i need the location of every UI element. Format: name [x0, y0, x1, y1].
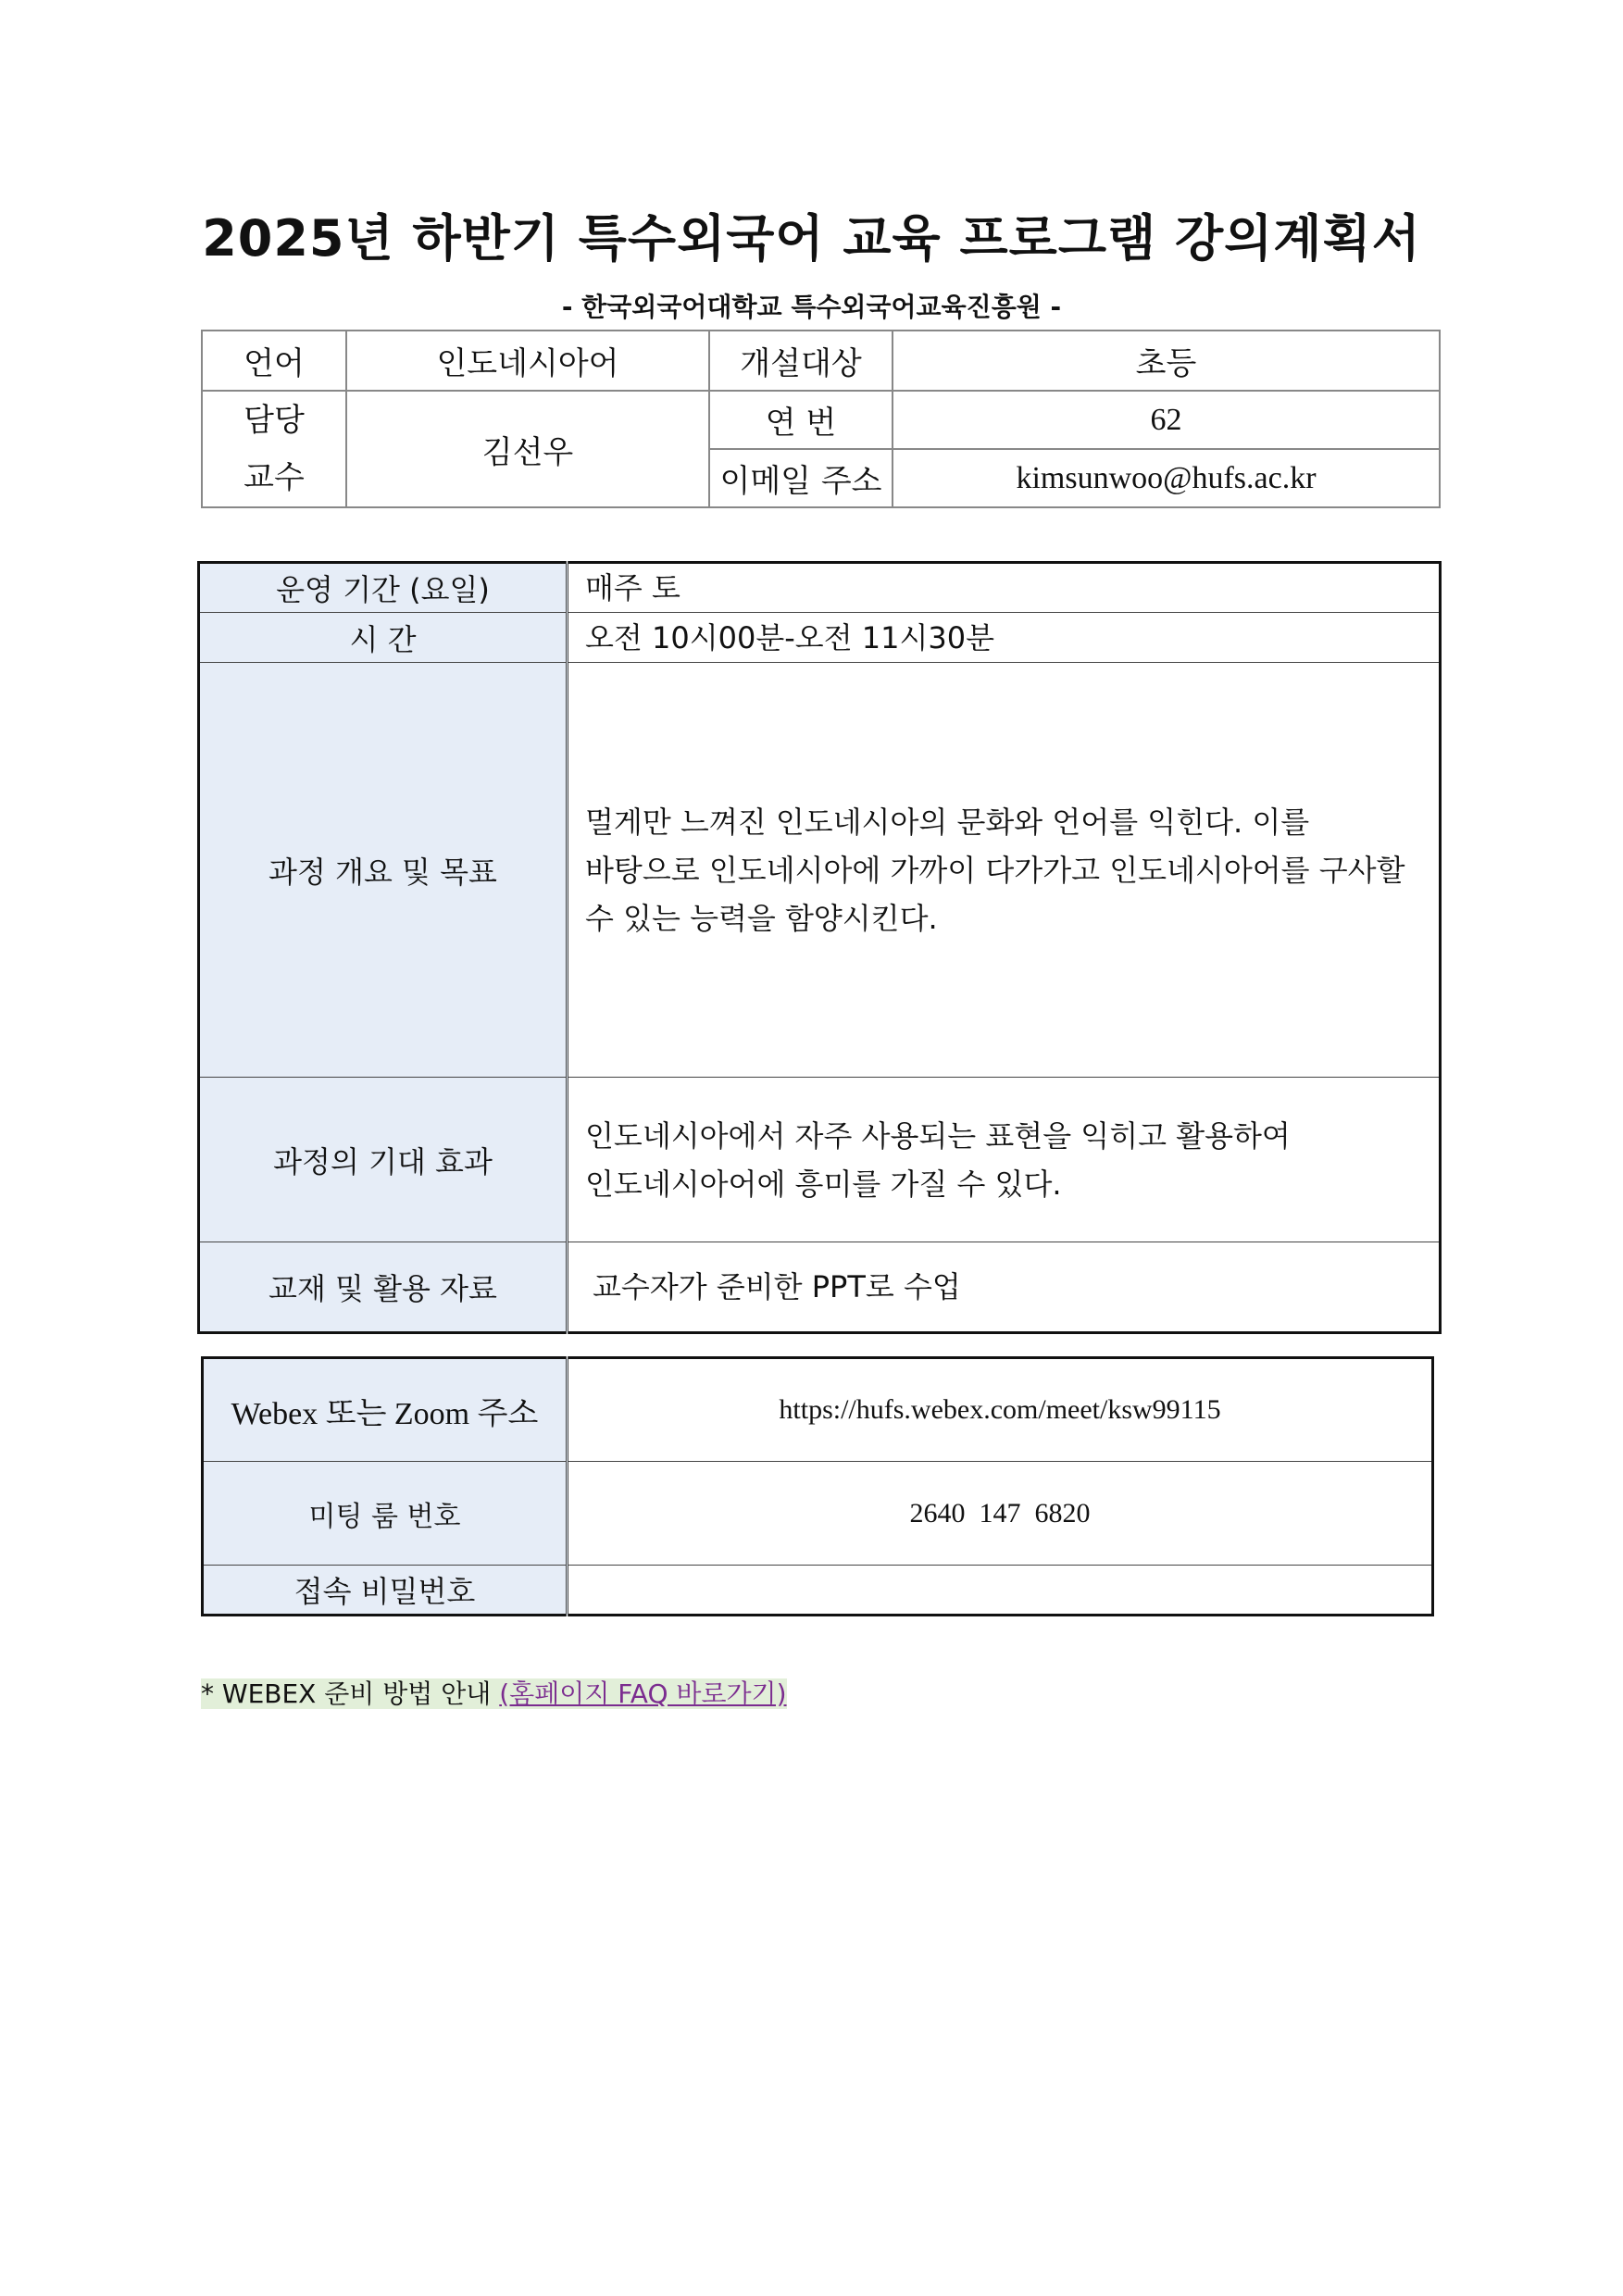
period-value: 매주 토 [568, 563, 1441, 613]
meeting-room-value: 2640 147 6820 [568, 1462, 1433, 1566]
effect-label: 과정의 기대 효과 [199, 1078, 568, 1242]
material-label: 교재 및 활용 자료 [199, 1242, 568, 1333]
language-label: 언어 [202, 331, 346, 391]
overview-value [568, 663, 1441, 1078]
overview-line: 멀게만 느껴진 인도네시아의 문화와 언어를 익힌다. 이를 [585, 804, 1310, 840]
instructor-info-table [201, 330, 1441, 508]
overview-line: 수 있는 능력을 함양시킨다. [585, 900, 938, 936]
professor-label-line-2: 교수 [243, 459, 305, 496]
page-title: 2025년 하반기 특수외국어 교육 프로그램 강의계획서 [202, 209, 1421, 268]
webex-guide-text: * WEBEX 준비 방법 안내 [201, 1678, 500, 1709]
meeting-room-label: 미팅 룸 번호 [203, 1462, 568, 1566]
email-label: 이메일 주소 [709, 449, 893, 507]
number-label: 연 번 [709, 391, 893, 449]
meeting-info-table [201, 1356, 1434, 1616]
period-label: 운영 기간 (요일) [199, 563, 568, 613]
page-subtitle: - 한국외국어대학교 특수외국어교육진흥원 - [561, 292, 1062, 322]
course-info-table [197, 561, 1442, 1334]
professor-value: 김선우 [346, 391, 709, 507]
meeting-address-link[interactable]: https://hufs.webex.com/meet/ksw99115 [568, 1358, 1433, 1462]
language-value: 인도네시아어 [346, 331, 709, 391]
email-value: kimsunwoo@hufs.ac.kr [893, 449, 1440, 507]
password-value [568, 1566, 1433, 1616]
password-label: 접속 비밀번호 [203, 1566, 568, 1616]
number-value: 62 [893, 391, 1440, 449]
target-value: 초등 [893, 331, 1440, 391]
overview-line: 바탕으로 인도네시아에 가까이 다가가고 인도네시아어를 구사할 [585, 852, 1405, 888]
overview-label: 과정 개요 및 목표 [199, 663, 568, 1078]
effect-line: 인도네시아어에 흥미를 가질 수 있다. [585, 1166, 1062, 1202]
effect-line: 인도네시아에서 자주 사용되는 표현을 익히고 활용하여 [585, 1117, 1291, 1154]
webex-guide-note [201, 1674, 787, 1711]
meeting-address-label: Webex 또는 Zoom 주소 [203, 1358, 568, 1462]
target-label: 개설대상 [709, 331, 893, 391]
time-value: 오전 10시00분-오전 11시30분 [568, 613, 1441, 663]
material-value: 교수자가 준비한 PPT로 수업 [568, 1242, 1441, 1333]
faq-link[interactable]: (홈페이지 FAQ 바로가기) [499, 1678, 787, 1709]
effect-value [568, 1078, 1441, 1242]
time-label: 시 간 [199, 613, 568, 663]
professor-label [202, 391, 346, 507]
professor-label-line-1: 담당 [243, 402, 305, 439]
